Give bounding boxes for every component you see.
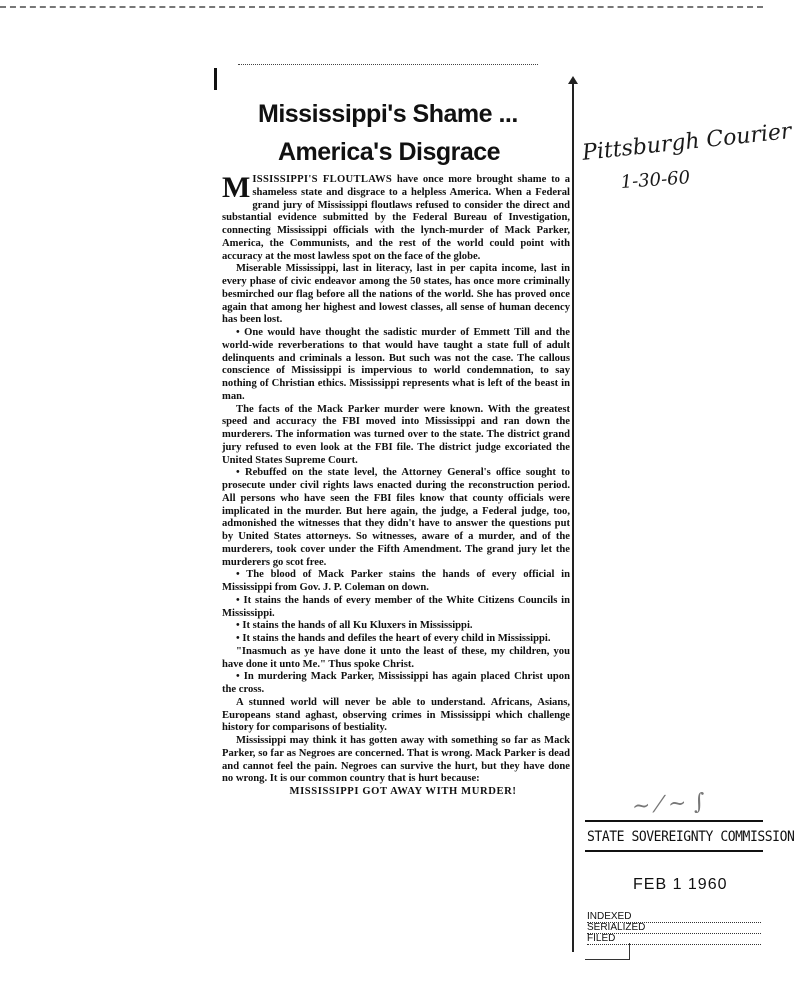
drop-cap: M	[222, 171, 251, 204]
lead-in: ISSISSIPPI'S FLOUTLAWS	[252, 174, 393, 185]
headline-line-1: Mississippi's Shame ...	[258, 100, 518, 128]
article-paragraph-9: • It stains the hands and defiles the heart of every child in Mississippi.	[236, 633, 551, 644]
article-paragraph-13: Mississippi may think it has gotten away with something so far as Mack Parker, so far as Negroes are concerned. That is wrong. Mack Parker is dead and cannot feel the pain. Negroes can survive the hurt, but they have done no wrong. It is our common country that is hurt because:	[222, 735, 570, 785]
stamp-serialized-row: SERIALIZED	[587, 922, 761, 934]
article-paragraph-8: • It stains the hands of all Ku Kluxers in Mississippi.	[236, 620, 473, 632]
article-paragraph-1	[222, 171, 570, 263]
article-body	[222, 171, 570, 799]
newspaper-clipping	[214, 62, 576, 957]
paragraph-1-text: have once more brought shame to a shameless state and disgrace to a helpless America. When a Federal grand jury of Mississippi floutlaws refused to consider the direct and substantial evidence submitted by the Federal Bureau of Investigation, connecting Mississippi officials with the lynch-murder of Mack Parker, America, the Communists, and the rest of the world could point with accuracy at the most lawless spot on the face of the globe.	[222, 174, 570, 262]
stamp-corner-box	[585, 943, 630, 960]
stamp-indexed-row: INDEXED	[587, 911, 761, 923]
handwritten-source-note: Pittsburgh Courier	[581, 119, 793, 166]
article-closing-line: MISSISSIPPI GOT AWAY WITH MURDER!	[289, 786, 517, 797]
article-paragraph-10: "Inasmuch as ye have done it unto the least of these, my children, you have done it unto Me." Thus spoke Christ.	[222, 645, 570, 670]
stamp-title: STATE SOVEREIGNTY COMMISSION	[587, 829, 794, 845]
handwritten-file-scribble: ~ ⁄ ~ ∫	[631, 789, 706, 820]
stamp-date: FEB 1 1960	[633, 876, 728, 893]
column-rule-arrow-icon	[568, 76, 578, 84]
scan-top-border	[0, 6, 763, 8]
article-paragraph-6: • The blood of Mack Parker stains the hands of every official in Mississippi from Gov. J. P. Coleman on down.	[222, 569, 570, 593]
article-paragraph-5: • Rebuffed on the state level, the Attorney General's office sought to prosecute under civil rights laws enacted during the reconstruction period. All persons who have seen the FBI files know that county officials were implicated in the murder. But here again, the judge, a Federal judge, too, admonished the witnesses that they didn't have to answer the questions put by United States attorneys. So witnesses, aware of a murder, and of the murderers, took cover under the Fifth Amendment. The grand jury let the murderers go scot free.	[222, 467, 570, 568]
article-paragraph-7: • It stains the hands of every member of the White Citizens Councils in Mississippi.	[222, 594, 570, 619]
article-paragraph-4: The facts of the Mack Parker murder were known. With the greatest speed and accuracy the FBI moved into Mississippi and ran down the murderers. The information was turned over to the state. The district grand jury refused to even look at the FBI file. The district judge excoriated the United States Supreme Court.	[222, 403, 570, 466]
stamp-top-rule	[585, 820, 763, 822]
headline-line-2: America's Disgrace	[278, 138, 501, 166]
article-paragraph-2: Miserable Mississippi, last in literacy, last in per capita income, last in every phase of civic endeavor among the 50 states, has once more criminally besmirched our flag before all the nations of the world. She has proved once again that among her highest and lowest classes, all sense of human decency has been lost.	[222, 263, 570, 326]
clipping-top-line	[238, 64, 538, 65]
clipping-edge-mark	[214, 68, 217, 90]
column-rule	[572, 82, 574, 952]
commission-stamp	[585, 820, 794, 960]
stamp-filed-row: FILED	[587, 933, 761, 945]
article-paragraph-3: • One would have thought the sadistic murder of Emmett Till and the world-wide reverberations to that would have taught a state full of adult delinquents and criminals a lesson. But such was not the case. The callous conscience of Mississippi is impervious to world condemnation, to say nothing of Christian ethics. Mississippi represents what is left of the beast in man.	[222, 327, 570, 402]
handwritten-date-note: 1-30-60	[620, 167, 691, 193]
stamp-title-rule	[585, 850, 763, 852]
article-paragraph-11: • In murdering Mack Parker, Mississippi has again placed Christ upon the cross.	[222, 671, 570, 695]
article-paragraph-12: A stunned world will never be able to understand. Africans, Asians, Europeans stand aghast, observing crimes in Mississippi which challenge history for comparisons of bestiality.	[222, 696, 570, 734]
